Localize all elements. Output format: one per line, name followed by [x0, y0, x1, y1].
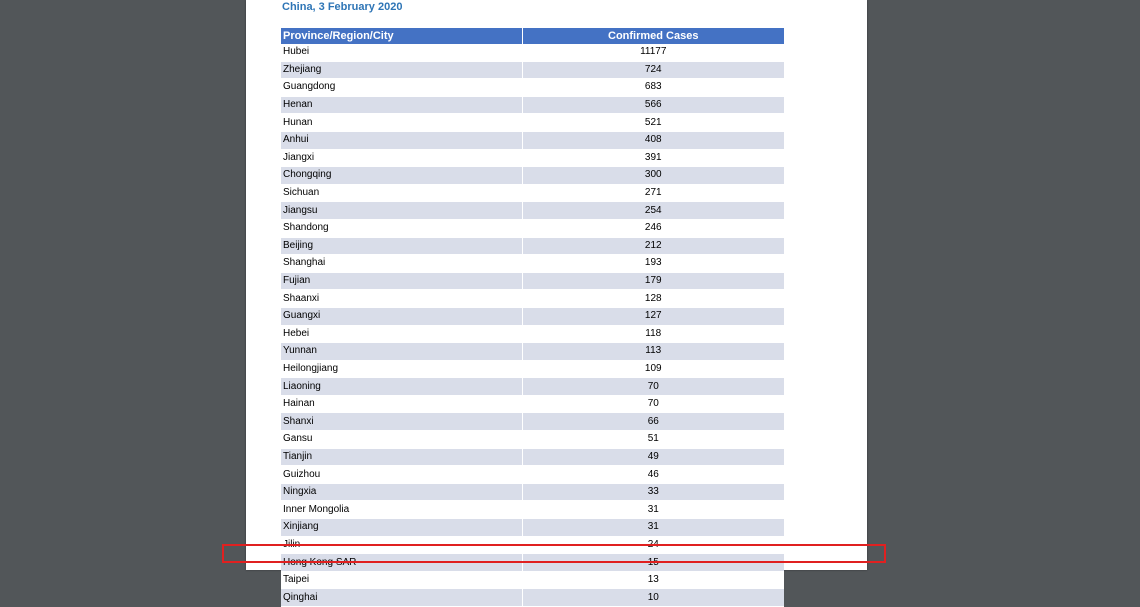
province-cell: Shandong — [281, 219, 522, 237]
province-cell: Hainan — [281, 395, 522, 413]
table-row — [281, 501, 784, 519]
cases-cell: 212 — [522, 237, 784, 255]
province-cell: Heilongjiang — [281, 360, 522, 378]
cases-cell: 127 — [522, 307, 784, 325]
cases-cell: 15 — [522, 554, 784, 572]
cases-cell: 109 — [522, 360, 784, 378]
cases-cell: 13 — [522, 571, 784, 589]
cases-cell: 33 — [522, 483, 784, 501]
province-cell: Hunan — [281, 114, 522, 132]
table-row — [281, 589, 784, 607]
table-row — [281, 519, 784, 537]
cases-cell: 11177 — [522, 44, 784, 61]
cases-cell: 391 — [522, 149, 784, 167]
province-cell: Henan — [281, 96, 522, 114]
province-cell: Beijing — [281, 237, 522, 255]
cases-cell: 271 — [522, 184, 784, 202]
table-row — [281, 413, 784, 431]
cases-cell: 70 — [522, 378, 784, 396]
province-cell: Qinghai — [281, 589, 522, 607]
table-row — [281, 79, 784, 97]
cases-cell: 300 — [522, 167, 784, 185]
cases-cell: 408 — [522, 131, 784, 149]
table-row — [281, 431, 784, 449]
province-cell: Zhejiang — [281, 61, 522, 79]
cases-cell: 724 — [522, 61, 784, 79]
province-cell: Shanxi — [281, 413, 522, 431]
table-row — [281, 149, 784, 167]
table-row — [281, 237, 784, 255]
table-row — [281, 114, 784, 132]
province-cell: Liaoning — [281, 378, 522, 396]
table-row — [281, 571, 784, 589]
province-cell: Tianjin — [281, 448, 522, 466]
table-row — [281, 184, 784, 202]
cases-cell: 118 — [522, 325, 784, 343]
table-row — [281, 466, 784, 484]
province-cell: Taipei — [281, 571, 522, 589]
cases-cell: 70 — [522, 395, 784, 413]
table-row — [281, 360, 784, 378]
table-row — [281, 448, 784, 466]
table-row — [281, 131, 784, 149]
confirmed-cases-table — [281, 28, 784, 607]
province-cell: Jiangsu — [281, 202, 522, 220]
province-cell: Shanghai — [281, 255, 522, 273]
province-cell: Jiangxi — [281, 149, 522, 167]
cases-cell: 254 — [522, 202, 784, 220]
table-caption: China, 3 February 2020 — [282, 1, 403, 13]
province-cell: Gansu — [281, 431, 522, 449]
table-row — [281, 483, 784, 501]
table-row — [281, 554, 784, 572]
table-row — [281, 378, 784, 396]
cases-cell: 51 — [522, 431, 784, 449]
table-row — [281, 167, 784, 185]
cases-cell: 683 — [522, 79, 784, 97]
cases-cell: 31 — [522, 519, 784, 537]
cases-cell: 49 — [522, 448, 784, 466]
province-cell: Sichuan — [281, 184, 522, 202]
province-cell: Chongqing — [281, 167, 522, 185]
province-cell: Guizhou — [281, 466, 522, 484]
table-row — [281, 395, 784, 413]
table-row — [281, 290, 784, 308]
document-page — [246, 0, 867, 603]
province-cell: Hong Kong SAR — [281, 554, 522, 572]
table-row — [281, 307, 784, 325]
cases-cell: 31 — [522, 501, 784, 519]
cases-cell: 24 — [522, 536, 784, 554]
table-row — [281, 96, 784, 114]
cases-cell: 521 — [522, 114, 784, 132]
province-cell: Hebei — [281, 325, 522, 343]
table-row — [281, 202, 784, 220]
cases-cell: 10 — [522, 589, 784, 607]
column-header-province: Province/Region/City — [281, 28, 522, 44]
table-row — [281, 255, 784, 273]
table-row — [281, 325, 784, 343]
cases-cell: 566 — [522, 96, 784, 114]
cases-cell: 46 — [522, 466, 784, 484]
table-row — [281, 536, 784, 554]
table-header-row — [281, 28, 784, 44]
province-cell: Ningxia — [281, 483, 522, 501]
province-cell: Guangdong — [281, 79, 522, 97]
cases-cell: 113 — [522, 343, 784, 361]
cases-cell: 193 — [522, 255, 784, 273]
province-cell: Yunnan — [281, 343, 522, 361]
column-header-cases: Confirmed Cases — [522, 28, 784, 44]
province-cell: Shaanxi — [281, 290, 522, 308]
province-cell: Guangxi — [281, 307, 522, 325]
cases-cell: 128 — [522, 290, 784, 308]
province-cell: Anhui — [281, 131, 522, 149]
cases-cell: 246 — [522, 219, 784, 237]
cases-cell: 179 — [522, 272, 784, 290]
province-cell: Inner Mongolia — [281, 501, 522, 519]
province-cell: Hubei — [281, 44, 522, 61]
province-cell: Xinjiang — [281, 519, 522, 537]
province-cell: Jilin — [281, 536, 522, 554]
province-cell: Fujian — [281, 272, 522, 290]
table-row — [281, 219, 784, 237]
table-row — [281, 44, 784, 61]
table-row — [281, 272, 784, 290]
cases-cell: 66 — [522, 413, 784, 431]
table-row — [281, 343, 784, 361]
table-row — [281, 61, 784, 79]
